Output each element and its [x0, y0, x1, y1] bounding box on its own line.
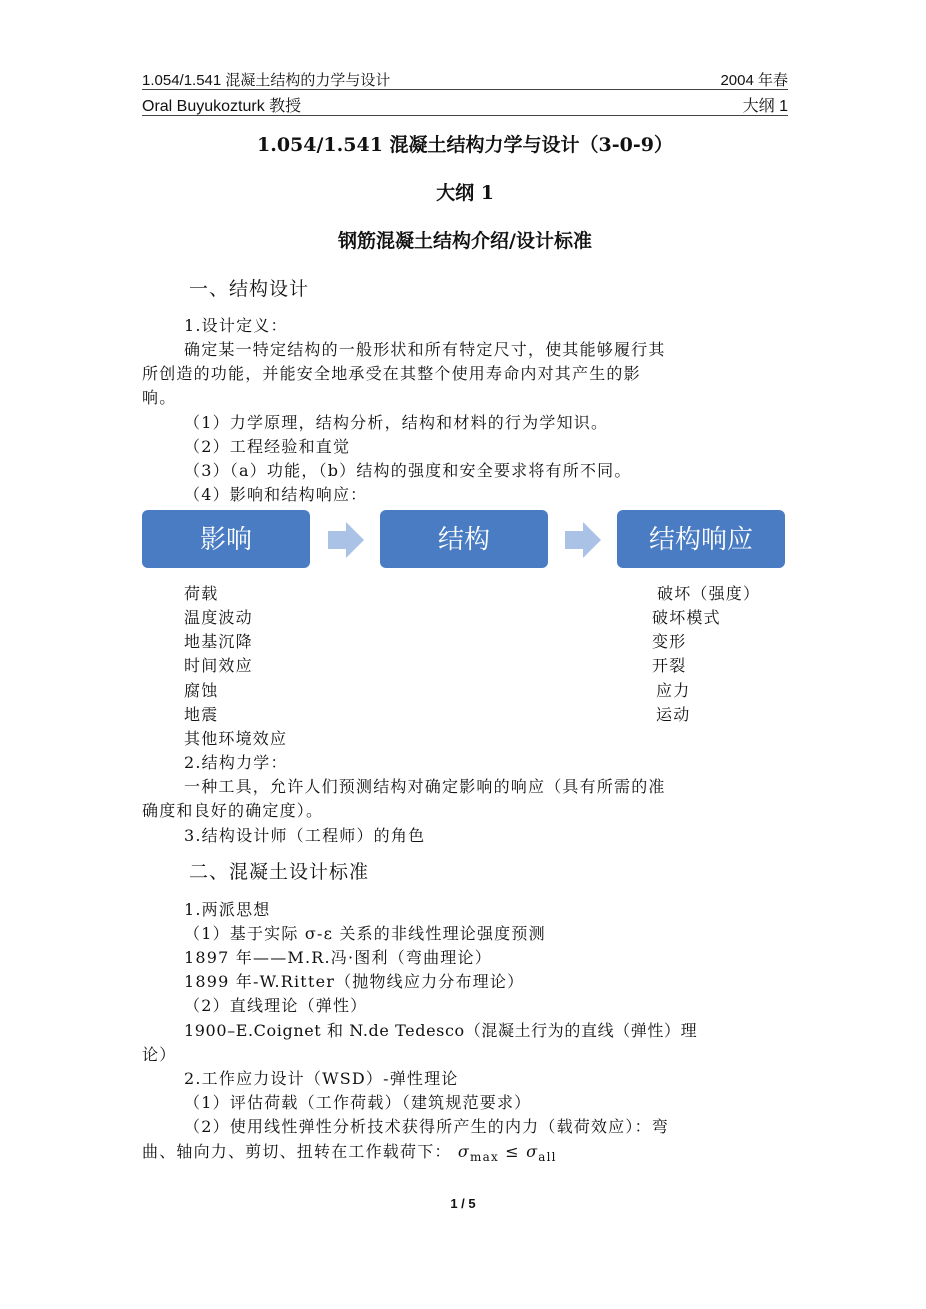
- influence-item: 地震: [184, 705, 219, 724]
- header-professor: Oral Buyukozturk 教授: [142, 98, 302, 115]
- response-item: 破坏（强度）: [657, 584, 761, 603]
- influence-item: 温度波动: [184, 608, 253, 627]
- list-item: （2）工程经验和直觉: [184, 437, 351, 456]
- definition-line: 所创造的功能，并能安全地承受在其整个使用寿命内对其产生的影: [142, 364, 641, 383]
- structural-response-box: 结构响应: [617, 510, 785, 568]
- standard-line: （1）基于实际 σ-ε 关系的非线性理论强度预测: [184, 924, 546, 943]
- arrow-right-icon: [565, 522, 601, 558]
- list-item: （3）（a）功能，（b）结构的强度和安全要求将有所不同。: [184, 461, 632, 480]
- standard-line-with-formula: [142, 1139, 557, 1164]
- definition-title: 1.设计定义：: [184, 316, 288, 335]
- influence-item: 其他环境效应: [184, 729, 288, 748]
- formula-relation: ≤: [505, 1142, 520, 1161]
- doc-topic: 钢筋混凝土结构介绍/设计标准: [338, 230, 592, 252]
- response-item: 运动: [656, 705, 691, 724]
- standard-line: 1900–E.Coignet 和 N.de Tedesco（混凝土行为的直线（弹性）理: [184, 1021, 698, 1040]
- response-item: 破坏模式: [652, 608, 721, 627]
- standard-line: （2）直线理论（弹性）: [184, 996, 368, 1015]
- formula-sigma: σ: [526, 1142, 539, 1161]
- mechanics-line: 一种工具，允许人们预测结构对确定影响的响应（具有所需的准: [184, 777, 666, 796]
- standard-line: 2.工作应力设计（WSD）-弹性理论: [184, 1069, 459, 1088]
- stress-formula: [457, 1142, 557, 1165]
- designer-role: 3.结构设计师（工程师）的角色: [184, 826, 426, 845]
- mechanics-title: 2.结构力学：: [184, 753, 288, 772]
- header-course: 1.054/1.541 混凝土结构的力学与设计: [142, 72, 391, 89]
- header-term: 2004 年春: [720, 72, 788, 89]
- standard-line: 1897 年——M.R.冯·图利（弯曲理论）: [184, 948, 492, 967]
- doc-subtitle: 大纲 1: [436, 182, 494, 204]
- response-item: 开裂: [652, 656, 687, 675]
- standard-line-text: 曲、轴向力、剪切、扭转在工作载荷下：: [142, 1142, 452, 1161]
- structure-box: 结构: [380, 510, 548, 568]
- influence-item: 荷载: [184, 584, 219, 603]
- header-section: 大纲 1: [742, 98, 788, 115]
- formula-sub-all: all: [538, 1150, 557, 1165]
- influence-item: 腐蚀: [184, 681, 219, 700]
- header-row-1: [142, 69, 788, 90]
- definition-line: 确定某一特定结构的一般形状和所有特定尺寸，使其能够履行其: [184, 340, 666, 359]
- doc-title: 1.054/1.541 混凝土结构力学与设计（3-0-9）: [257, 134, 673, 156]
- definition-line: 响。: [142, 388, 177, 407]
- list-item: （1）力学原理，结构分析，结构和材料的行为学知识。: [184, 413, 609, 432]
- formula-sigma: σ: [457, 1142, 471, 1161]
- page-number: 1 / 5: [450, 1196, 476, 1211]
- standard-line: 论）: [142, 1045, 177, 1064]
- header-row-2: [142, 93, 788, 116]
- standard-line: （2）使用线性弹性分析技术获得所产生的内力（载荷效应）：弯: [184, 1117, 669, 1136]
- standard-line: 1.两派思想: [184, 900, 271, 919]
- influence-item: 时间效应: [184, 656, 253, 675]
- mechanics-line: 确度和良好的确定度）。: [142, 801, 324, 820]
- influence-box: 影响: [142, 510, 310, 568]
- section2-heading: 二、混凝土设计标准: [189, 861, 370, 883]
- formula-sub-max: max: [470, 1150, 499, 1165]
- influence-item: 地基沉降: [184, 632, 253, 651]
- standard-line: 1899 年-W.Ritter（抛物线应力分布理论）: [184, 972, 525, 991]
- response-item: 变形: [652, 632, 687, 651]
- response-item: 应力: [656, 681, 691, 700]
- section1-heading: 一、结构设计: [189, 278, 310, 300]
- standard-line: （1）评估荷载（工作荷载）（建筑规范要求）: [184, 1093, 532, 1112]
- list-item: （4）影响和结构响应：: [184, 485, 368, 504]
- arrow-right-icon: [328, 522, 364, 558]
